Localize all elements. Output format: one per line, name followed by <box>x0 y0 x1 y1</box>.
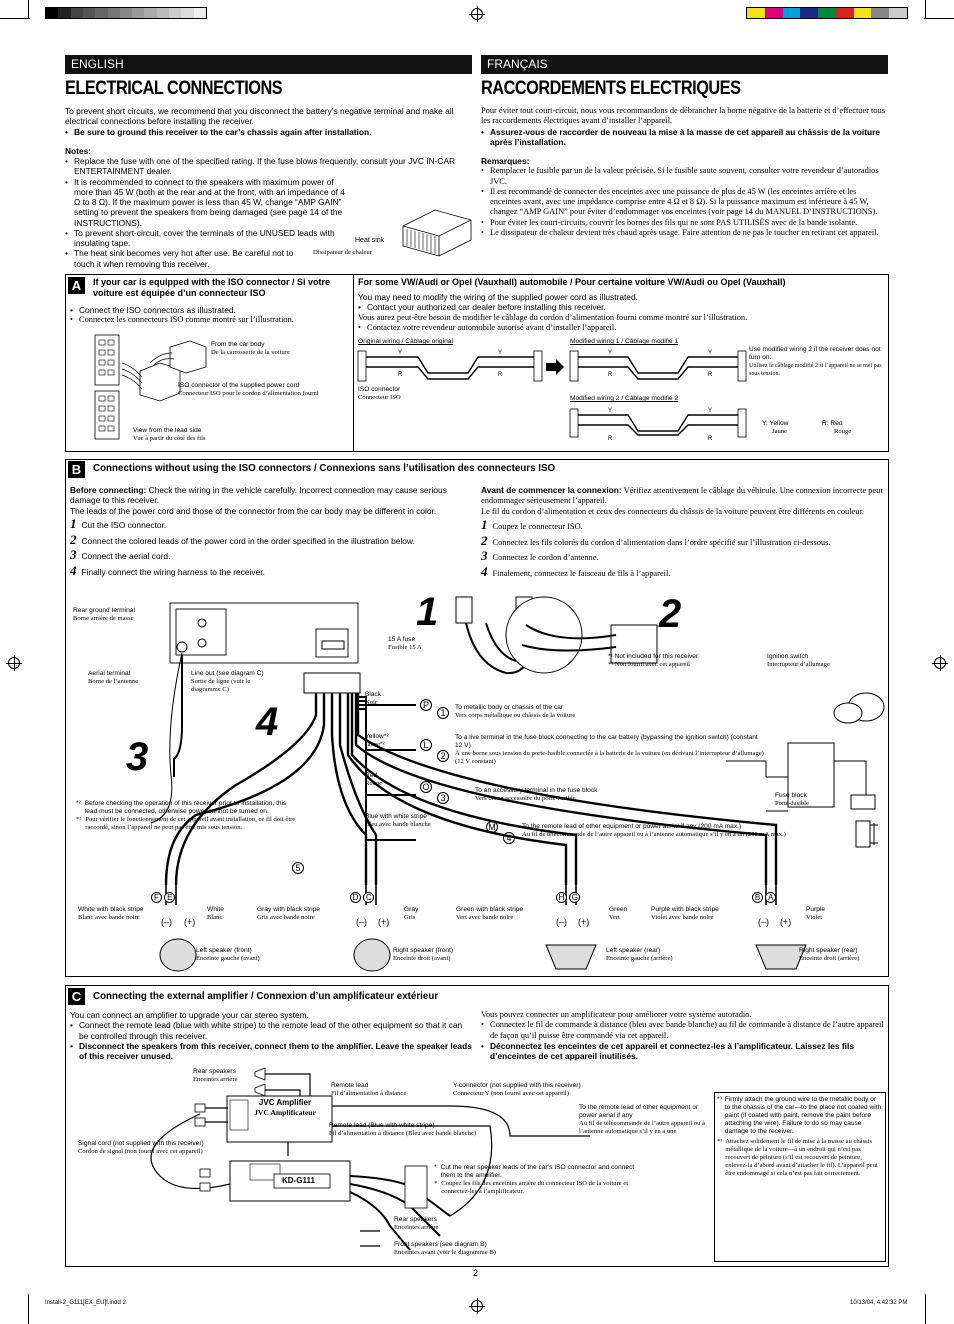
lead-yellow-to-en: To a live terminal in the fuse block connecting to the car battery (bypassing the ignition switch) (constant 12 V) <box>455 734 758 750</box>
legend-red <box>822 420 851 436</box>
english-ground: • Be sure to ground this receiver to the car’s chassis again after installation. <box>65 127 473 137</box>
lead-black-to <box>455 704 575 720</box>
page-number: 2 <box>473 1268 479 1278</box>
speaker-lr-letters: H G <box>556 892 580 903</box>
section-c-fr-block <box>481 1010 886 1061</box>
lead-black-fr: Noir <box>365 699 378 707</box>
svg-text:R: R <box>708 372 713 378</box>
speaker-rr-c1-en: Purple with black stripe <box>651 906 719 913</box>
fuse-15a-en: 15 A fuse <box>388 636 416 643</box>
speaker-lr-c2-en: Green <box>609 906 628 913</box>
y-connector-en: Y-connector (not supplied with this receiver) <box>453 1082 581 1089</box>
english-note: • Replace the fuse with one of the specified rating. If the fuse blows frequently, consult your JVC IN-CAR ENTERTAINMENT dealer. <box>65 156 473 177</box>
english-note: • It is recommended to connect to the speakers with maximum power of more than 45 W (both at the rear and at the front, with an impedance of 4 Ω to 8 Ω). If the maximum power is less than 45 W, change “AMP GAIN” setting to prevent the speakers from being damaged (see page 14 of the INSTRUCTIONS). <box>65 177 350 228</box>
crop-mark-bottom-left <box>28 1294 29 1324</box>
vw-text: You may need to modify the wiring of the supplied power cord as illustrated. <box>358 292 638 302</box>
swatch <box>765 8 783 18</box>
section-a-label: A <box>68 277 85 294</box>
francais-note: • Pour éviter les court-circuits, couvrir les bornes des fils qui ne sont PAS UTILISÉS avec de la bande isolante. <box>481 218 888 228</box>
svg-text:(–): (–) <box>356 917 367 927</box>
svg-text:Y: Y <box>708 408 713 414</box>
speaker-rf-name <box>393 947 453 963</box>
svg-text:(–): (–) <box>161 917 172 927</box>
swatch <box>800 8 818 18</box>
section-b-en-block <box>70 485 472 579</box>
vw-title: For some VW/Audi or Opel (Vauxhall) automobile / Pour certaine voiture VW/Audi ou Opel (Vauxhall) <box>358 277 786 287</box>
lead-yellow: Yellow*² Jaune*² <box>365 733 389 749</box>
mod2-fr: Câblage modifié 2 <box>624 395 679 402</box>
footer-date: 10/13/04, 4:42:32 PM <box>850 1300 908 1306</box>
leads-text: The leads of the power cord and those of the connector from the car body may be different in color. <box>70 505 437 516</box>
amp-rear-speakers-en: Rear speakers <box>193 1068 236 1075</box>
step-4-text: Finally connect the wiring harness to the receiver. <box>81 567 265 578</box>
view-lead <box>133 427 303 443</box>
speaker-lr-c1 <box>456 906 523 922</box>
ignition-switch-fr: Interrupteur d’allumage <box>767 661 830 669</box>
y-connector-fr: Connecteur Y (non fourni avec cet appareil) <box>453 1090 569 1098</box>
speaker-lr-c1-fr: Vert avec bande noire <box>456 914 514 922</box>
original-wiring-fr: Câblage original <box>405 338 453 345</box>
iso-supplied-fr: Connecteur ISO pour le cordon d’alimentation fourni <box>178 390 319 398</box>
note-2-fr: Pour vérifier le fonctionnement de cet appareil avant installation, ce fil doit être raccordé, sinon l’appareil ne peut pas être mis sous tension. <box>85 816 296 832</box>
speaker-rf-c2-en: Gray <box>404 906 419 913</box>
svg-text:Y: Y <box>608 350 613 356</box>
lead-red-en: Red <box>365 772 378 779</box>
aerial-terminal <box>88 670 138 686</box>
crop-mark-top-right <box>924 18 954 19</box>
english-note: • To prevent short-circuit, cover the terminals of the UNUSED leads with insulating tape. <box>65 228 340 249</box>
lead-blue <box>365 813 431 829</box>
swatch <box>83 8 95 18</box>
speaker-lr-name <box>606 947 673 963</box>
signal-cord <box>78 1140 204 1156</box>
lead-red <box>365 772 382 788</box>
cut-note: * Cut the rear speaker leads of the car’s ISO connector and connect them to the amplifier. * Coupez les fils des enceintes arrière du connecteur ISO de la voiture et connectez-les à l’amplificateur. <box>434 1164 644 1196</box>
step-3-text: Connect the aerial cord. <box>81 551 171 562</box>
speaker-lf-name <box>196 947 260 963</box>
remote-blue-fr: Fil d’alimentation à distance (Bleu avec bande blanche) <box>329 1130 477 1138</box>
line-out <box>191 670 281 694</box>
section-a-item: • Connectez les connecteurs ISO comme montré sur l’illustration. <box>70 315 350 325</box>
section-c-label: C <box>68 988 85 1005</box>
registration-mark-left <box>8 657 20 669</box>
amp-rear-speakers <box>193 1068 237 1084</box>
speaker-lf-name-fr: Enceinte gauche (avant) <box>196 955 260 963</box>
francais-note: • Il est recommandé de connecter des enceintes avec une puissance de plus de 45 W (les enceintes arrière et les enceintes avant, avec une impédance comprise entre 4 Ω et 8 Ω). Si la puissance maximum est inférieure à 45 W, changez “AMP GAIN” pour éviter d’endommager vos enceintes (voir page 14 du MANUEL D’INSTRUCTIONS). <box>481 187 888 218</box>
crop-mark-bottom-right <box>925 1294 926 1324</box>
wiring-diagrams <box>358 345 748 445</box>
speaker-lr-c2 <box>609 906 627 922</box>
before-connecting-text-fr: Vérifiez attentivement le câblage du véhicule. Une connexion incorrecte peut endommager sérieusement l’appareil. <box>481 486 883 506</box>
section-c-b1-fr: • Connectez le fil de commande à distance (bleu avec bande blanche) au fil de commande à distance de l’autre appareil de façon qu’il puisse être commandé via cet appareil. <box>481 1020 886 1041</box>
swatch <box>854 8 872 18</box>
front-speakers <box>394 1241 496 1257</box>
lead-black <box>365 691 381 707</box>
speaker-rf-c1 <box>257 906 320 922</box>
rear-speakers-2 <box>394 1216 438 1232</box>
signal-cord-fr: Cordon de signal (non fourni avec cet appareil) <box>78 1148 203 1156</box>
legend-red-en: R: Red <box>822 420 843 427</box>
francais-bar: FRANÇAIS <box>481 55 888 74</box>
lead-yellow-circle: L <box>420 739 432 751</box>
note-2: *² Before checking the operation of this receiver prior to installation, this lead must be connected, otherwise power cannot be turned on. *² Pour vérifier le fonctionnement de cet appareil avant installation, ce fil doit être raccordé, sinon l’appareil ne peut pas être mis sous tension. <box>76 800 296 832</box>
swatch <box>71 8 83 18</box>
francais-intro-block <box>481 106 888 238</box>
line-out-fr: Sortie de ligne (voir le diagramme C) <box>191 678 251 694</box>
svg-text:Y: Y <box>608 408 613 414</box>
remote-lead-fr: Fil d’alimentation à distance <box>331 1090 407 1098</box>
section-c-intro: You can connect an amplifier to upgrade your car stereo system. <box>70 1010 309 1020</box>
swatch <box>836 8 854 18</box>
section-c-b2-fr: • Déconnectez les enceintes de cet appareil et connectez-les à l’amplificateur. Laissez les fils d’enceintes de cet appareil inutilisés. <box>481 1041 886 1062</box>
crop-mark-top-left-v <box>28 0 29 18</box>
speaker-lr-name-fr: Enceinte gauche (arrière) <box>606 955 673 963</box>
svg-text:R: R <box>708 436 713 442</box>
not-included-en-text: Not included for this receiver <box>614 653 699 660</box>
lead-yellow-to <box>455 734 765 766</box>
fuse-block-fr: Porte-fusible <box>775 800 810 808</box>
original-wiring-en: Original wiring <box>358 338 400 345</box>
registration-mark-top <box>471 8 483 20</box>
fuse-15a <box>388 636 422 652</box>
speaker-rr-c1 <box>651 906 719 922</box>
francais-note: • Le dissipateur de chaleur devient très chaud après usage. Faire attention de ne pas le toucher en retirant cet appareil. <box>481 228 888 238</box>
to-remote-en: To the remote lead of other equipment or power aerial if any <box>579 1104 699 1120</box>
iso-conn-label <box>358 386 401 402</box>
section-b-title: Connections without using the ISO connectors / Connexions sans l’utilisation des connecteurs ISO <box>93 463 556 474</box>
svg-text:R: R <box>498 372 503 378</box>
svg-text:R: R <box>398 372 403 378</box>
svg-text:(–): (–) <box>758 917 769 927</box>
section-c-intro-fr: Vous pouvez connecter un amplificateur pour améliorer votre système autoradio. <box>481 1010 752 1019</box>
ignition-switch <box>767 653 830 669</box>
step-3-text-fr: Connectez le cordon d’antenne. <box>492 553 599 563</box>
lead-blue-to-en: To the remote lead of other equipment or power aerial if any (200 mA max.) <box>522 823 742 830</box>
remote-blue-en: Remote lead (Blue with white stripe) <box>329 1122 435 1129</box>
iso-conn-en: ISO connector <box>358 386 401 393</box>
lead-black-en: Black <box>365 691 382 698</box>
step-1: 1 Cut the ISO connector. <box>70 515 167 531</box>
remote-lead <box>331 1082 406 1098</box>
use-mod2 <box>749 346 884 379</box>
heat-sink-label: Heat sink <box>355 237 385 244</box>
svg-text:1: 1 <box>416 590 439 634</box>
speaker-lf-c1 <box>78 906 148 922</box>
swatch <box>818 8 836 18</box>
step-4: 4 Finally connect the wiring harness to the receiver. <box>70 563 265 579</box>
swatch <box>132 8 144 18</box>
francais-notes-title: Remarques: <box>481 156 530 166</box>
step-1-text: Cut the ISO connector. <box>81 519 167 530</box>
speaker-lf-c2-en: White <box>207 906 224 913</box>
leads-text-fr: Le fil du cordon d’alimentation et ceux des connecteurs du châssis de la voiture peuvent être différents en couleur. <box>481 506 864 516</box>
lead-red-to-fr: Vers borne accessoire du porte-fusible <box>475 795 576 803</box>
step-1-text-fr: Coupez le connecteur ISO. <box>492 521 583 531</box>
speaker-rf-c1-fr: Gris avec bande noire <box>257 914 315 922</box>
not-included-fr-text: Non fourni avec cet appareil <box>614 661 690 669</box>
fuse-block <box>775 792 809 808</box>
svg-text:(+): (+) <box>184 917 196 927</box>
mod1-en: Modified wiring 1 <box>570 338 620 345</box>
heat-sink-illustration <box>395 206 473 256</box>
lead-red-circle: O <box>420 781 432 793</box>
note-3: *³ Firmly attach the ground wire to the metallic body or to the chassis of the car—to the place not coated with paint (if coated with paint, remove the paint before attaching the wire). Failure to do so may cause damage to the receiver. *³ Attachez solidement le fil de mise à la masse au châssis métallique de la voiture—à un endroit qui n’est pas recouvert de peinture (s’il est recouvert de peinture, enlevez-la d’abord avant d’attacher le fil). L’appareil peut être endommagé si cela n’est pas fait correctement. <box>717 1096 882 1178</box>
y-connector <box>453 1082 581 1098</box>
front-speakers-en: Front speakers (see diagram B) <box>394 1241 487 1248</box>
speaker-lf-c2 <box>207 906 224 922</box>
english-bar: ENGLISH <box>65 55 472 74</box>
francais-title: RACCORDEMENTS ELECTRIQUES <box>481 78 741 99</box>
iso-supplied <box>178 382 348 398</box>
speaker-rf-c2-fr: Gris <box>404 914 416 922</box>
step-4-text-fr: Finalement, connectez le faisceau de fils à l’appareil. <box>492 569 671 579</box>
rear-ground-fr: Borne arrière de masse <box>73 615 134 623</box>
lead-red-fr: Rouge <box>365 780 383 788</box>
english-notes-title: Notes: <box>65 145 92 156</box>
fuse-15a-fr: Fusible 15 A <box>388 644 422 652</box>
lead-yellow-to-fr: À une borne sous tension du porte-fusible connectée à la batterie de la voiture (en dérivant l’interrupteur d’allumage) (12 V constant) <box>455 750 764 766</box>
amp-label <box>250 1098 320 1118</box>
swatch <box>194 8 206 18</box>
remote-lead-en: Remote lead <box>331 1082 369 1089</box>
speaker-lf-letters: F E <box>151 892 175 903</box>
swatch <box>889 8 907 18</box>
swatch <box>181 8 193 18</box>
aerial-terminal-en: Aerial terminal <box>88 670 131 677</box>
note-2-en: Before checking the operation of this receiver prior to installation, this lead must be connected, otherwise power cannot be turned on. <box>84 800 287 816</box>
amp-label-en: JVC Amplifier <box>258 1098 312 1107</box>
from-car-body-en: From the car body <box>211 341 265 348</box>
speaker-lf-c1-fr: Blanc avec bande noire <box>78 914 140 922</box>
lead-blue-to <box>522 823 822 839</box>
swatch <box>157 8 169 18</box>
crop-mark-top-right-v <box>925 0 926 18</box>
swatch <box>169 8 181 18</box>
step-3: 3 Connect the aerial cord. <box>70 547 171 563</box>
rear-ground <box>73 607 135 623</box>
legend-yellow-fr: Jaune <box>772 428 788 436</box>
lead-blue-en: Blue with white stripe <box>365 813 427 820</box>
francais-intro: Pour éviter tout court-circuit, nous vous recommandons de débrancher la borne négative de la batterie et d’effectuer tous les raccordements électriques avant d’installer l’appareil. <box>481 106 886 126</box>
speaker-lf-name-en: Left speaker (front) <box>196 947 252 954</box>
english-intro: To prevent short circuits, we recommend that you disconnect the battery’s negative terminal and make all electrical connections before installing the receiver. <box>65 106 454 127</box>
svg-text:R: R <box>608 436 613 442</box>
speaker-rr-c2 <box>806 906 825 922</box>
legend-red-fr: Rouge <box>834 428 852 436</box>
before-connecting-title-fr: Avant de commencer la connexion: <box>481 485 622 495</box>
rear-ground-en: Rear ground terminal <box>73 607 135 614</box>
original-wiring-label: Original wiring / Câblage original <box>358 338 453 345</box>
speaker-lr-c1-en: Green with black stripe <box>456 906 524 913</box>
swatch <box>120 8 132 18</box>
use-mod2-fr: Utilisez le câblage modifié 2 si l’appareil ne se met pas sous tension. <box>749 363 882 378</box>
lead-blue-to-fr: Au fil de télécommande de l’autre appareil ou à l’antenne automatique s’il y en a un (200 mA max.) <box>522 831 786 839</box>
svg-text:(+): (+) <box>578 917 590 927</box>
cut-note-en: Cut the rear speaker leads of the car’s ISO connector and connect them to the amplifier. <box>440 1164 635 1180</box>
section-c-b1: • Connect the remote lead (blue with white stripe) to the remote lead of the other equipment so that it can be controlled through this receiver. <box>70 1020 472 1041</box>
swatch <box>95 8 107 18</box>
svg-text:Y: Y <box>398 350 403 356</box>
vw-block <box>358 292 883 333</box>
aerial-terminal-fr: Borne de l’antenne <box>88 678 139 686</box>
view-lead-en: View from the lead side <box>133 427 202 434</box>
francais-ground: • Assurez-vous de raccorder de nouveau la mise à la masse de cet appareil au châssis de la voiture après l’installation. <box>481 127 888 148</box>
speaker-lf-c1-en: White with black stripe <box>78 906 144 913</box>
speaker-lf-c2-fr: Blanc <box>207 914 223 922</box>
note-3-en: Firmly attach the ground wire to the metallic body or to the chassis of the car—to the place not coated with paint (if coated with paint, remove the paint before attaching the wire). Failure to do so may cause damage to the receiver. <box>724 1096 882 1136</box>
rear-speakers-2-en: Rear speakers <box>394 1216 437 1223</box>
swatch <box>144 8 156 18</box>
lead-black-to-fr: Vers corps métallique ou châssis de la voiture <box>455 712 576 720</box>
color-swatch-strip <box>746 7 908 19</box>
swatch <box>747 8 765 18</box>
ignition-switch-en: Ignition switch <box>767 653 809 660</box>
svg-text:Y: Y <box>708 350 713 356</box>
mod2-label: Modified wiring 2 / Câblage modifié 2 <box>570 395 679 402</box>
svg-text:(+): (+) <box>378 917 390 927</box>
not-included <box>608 653 698 669</box>
lead-yellow-number: 2 <box>437 750 449 762</box>
mod1-fr: Câblage modifié 1 <box>624 338 679 345</box>
lead-yellow-en: Yellow <box>365 733 384 740</box>
fuse-block-en: Fuse block <box>775 792 807 799</box>
remote-blue <box>329 1122 476 1138</box>
svg-text:3: 3 <box>126 735 149 779</box>
lead-black-number: 1 <box>437 707 449 719</box>
svg-text:Y: Y <box>498 350 503 356</box>
step-1-fr: 1 Coupez le connecteur ISO. <box>481 516 583 532</box>
cut-note-fr: Coupez les fils des enceintes arrière du connecteur ISO de la voiture et connectez-les à l’amplificateur. <box>441 1180 629 1196</box>
use-mod2-en: Use modified wiring 2 if the receiver does not turn on. <box>749 346 881 362</box>
step-2-text: Connect the colored leads of the power cord in the order specified in the illustration below. <box>81 535 415 546</box>
francais-note: • Remplacer le fusible par un de la valeur précisée. Si le fusible saute souvent, consulter votre revendeur d’autoradios JVC. <box>481 166 888 187</box>
amp-rear-speakers-fr: Enceintes arrière <box>193 1076 238 1084</box>
vw-text-fr: Vous aurez peut-être besoin de modifier le câblage du cordon d’alimentation fourni comme montré sur l’illustration. <box>358 312 748 322</box>
mod2-en: Modified wiring 2 <box>570 395 620 402</box>
speaker-rf-name-fr: Enceinte droit (avant) <box>393 955 451 963</box>
from-car-body <box>211 341 306 357</box>
lead-black-circle: P <box>420 699 432 711</box>
front-speakers-fr: Enceintes avant (voir le diagramme B) <box>394 1249 496 1257</box>
lead-red-number: 3 <box>437 792 449 804</box>
speaker-rf-c2 <box>404 906 418 922</box>
registration-mark-bottom <box>471 1300 483 1312</box>
legend-yellow-en: Y: Yellow <box>762 420 789 427</box>
registration-mark-right <box>934 657 946 669</box>
mod1-label: Modified wiring 1 / Câblage modifié 1 <box>570 338 679 345</box>
footer-file: Install-2_G111[EX_EU]f.indd 2 <box>45 1300 126 1306</box>
step-3-fr: 3 Connectez le cordon d’antenne. <box>481 548 599 564</box>
vw-bullet-fr: • Contactez votre revendeur automobile autorisé avant d’installer l’appareil. <box>358 323 883 333</box>
section-c-b2: • Disconnect the speakers from this receiver, connect them to the amplifier. Leave the speaker leads of this receiver unused. <box>70 1041 472 1062</box>
step-4-fr: 4 Finalement, connectez le faisceau de fils à l’appareil. <box>481 564 671 580</box>
section-a-item: • Connect the ISO connectors as illustrated. <box>70 305 350 315</box>
signal-cord-en: Signal cord (not supplied with this receiver) <box>78 1140 204 1147</box>
section-a-divider <box>353 274 354 452</box>
english-title: ELECTRICAL CONNECTIONS <box>65 78 283 99</box>
speaker-rr-letters: B A <box>752 892 776 903</box>
step-2: 2 Connect the colored leads of the power cord in the order specified in the illustration below. <box>70 531 415 547</box>
lead-black-to-en: To metallic body or chassis of the car <box>455 704 564 711</box>
speaker-rr-name-fr: Enceinte droit (arrière) <box>799 955 860 963</box>
speaker-lr-name-en: Left speaker (rear) <box>606 947 661 954</box>
view-lead-fr: Vue à partir du côté des fils <box>133 435 206 443</box>
not-included-fr: *¹ Non fourni avec cet appareil <box>608 661 690 669</box>
step-2-text-fr: Connectez les fils colorés du cordon d’alimentation dans l’ordre spécifié sur l’illustration ci-dessous. <box>492 537 831 547</box>
step-2-fr: 2 Connectez les fils colorés du cordon d’alimentation dans l’ordre spécifié sur l’illustration ci-dessous. <box>481 532 831 548</box>
swatch <box>783 8 801 18</box>
vw-bullet: • Contact your authorized car dealer before installing this receiver. <box>358 302 883 312</box>
speaker-rr-name-en: Right speaker (rear) <box>799 947 858 954</box>
lead-red-to-en: To an accessory terminal in the fuse block <box>475 787 598 794</box>
svg-text:2: 2 <box>659 592 682 636</box>
section-b-fr-block <box>481 485 886 580</box>
before-connecting-title: Before connecting: <box>70 485 147 495</box>
speaker-lr-c2-fr: Vert <box>609 914 620 922</box>
section-b-label: B <box>68 461 85 478</box>
line-out-en: Line out (see diagram C) <box>191 670 264 677</box>
svg-text:R: R <box>608 372 613 378</box>
to-remote-fr: Au fil de télécommande de l’autre appareil ou à l’antenne automatique s’il y en a une <box>579 1120 705 1136</box>
swatch <box>46 8 58 18</box>
section-c-title: Connecting the external amplifier / Connexion d’un amplificateur extérieur <box>93 991 439 1002</box>
lead-blue-fr: Bleu avec bande blanche <box>365 821 431 829</box>
section-c-en-block <box>70 1010 472 1061</box>
svg-text:(–): (–) <box>556 917 567 927</box>
lead-blue-number: 4 <box>503 832 515 844</box>
lead-blue-circle: M <box>486 821 498 833</box>
swatch <box>871 8 889 18</box>
speaker-rr-name <box>799 947 859 963</box>
lead-yellow-fr: Jaune <box>365 741 381 749</box>
note-3-fr: Attachez solidement le fil de mise à la masse au châssis métallique de la voiture—à un endroit qui n’est pas recouvert de peinture (s’il est recouvert de peinture, enlevez-la d’abord avant d’attacher le fil). L’appareil peut être endommagé si cela n’est pas fait correctement. <box>725 1138 878 1178</box>
speaker-rf-letters: D C <box>350 892 374 903</box>
swatch <box>58 8 70 18</box>
swatch <box>108 8 120 18</box>
speaker-rr-c1-fr: Violet avec bande noire <box>651 914 714 922</box>
svg-text:(+): (+) <box>780 917 792 927</box>
crop-mark-top-left <box>0 18 30 19</box>
not-included-en: *¹ Not included for this receiver <box>608 653 699 660</box>
iso-conn-fr: Connecteur ISO <box>358 394 401 402</box>
model-label: KD-G111 <box>282 1176 315 1185</box>
heat-sink-label-fr: Dissipateur de chaleur <box>313 249 372 256</box>
gray-swatch-strip <box>45 7 207 19</box>
to-remote <box>579 1104 709 1136</box>
speaker-rf-c1-en: Gray with black stripe <box>257 906 321 913</box>
legend-yellow <box>762 420 788 436</box>
from-car-body-fr: De la carrosserie de la voiture <box>211 349 290 357</box>
iso-supplied-en: ISO connector of the supplied power cord <box>178 382 300 389</box>
english-note: • The heat sink becomes very hot after use. Be careful not to touch it when removing this receiver. <box>65 248 295 269</box>
speaker-rr-c2-en: Purple <box>806 906 826 913</box>
rear-speakers-2-fr: Enceintes arrière <box>394 1224 439 1232</box>
number-5: 5 <box>292 862 304 874</box>
before-connecting-text: Check the wiring in the vehicle carefully. Incorrect connection may cause serious damage to this receiver. <box>70 485 447 506</box>
section-a-title: If your car is equipped with the ISO connector / Si votre voiture est équipée d’un connecteur ISO <box>93 277 331 298</box>
svg-text:4: 4 <box>256 700 279 744</box>
speaker-rr-c2-fr: Violet <box>806 914 823 922</box>
speaker-rf-name-en: Right speaker (front) <box>393 947 454 954</box>
amp-label-fr: JVC Amplificateur <box>254 1107 316 1117</box>
lead-red-to <box>475 787 597 803</box>
